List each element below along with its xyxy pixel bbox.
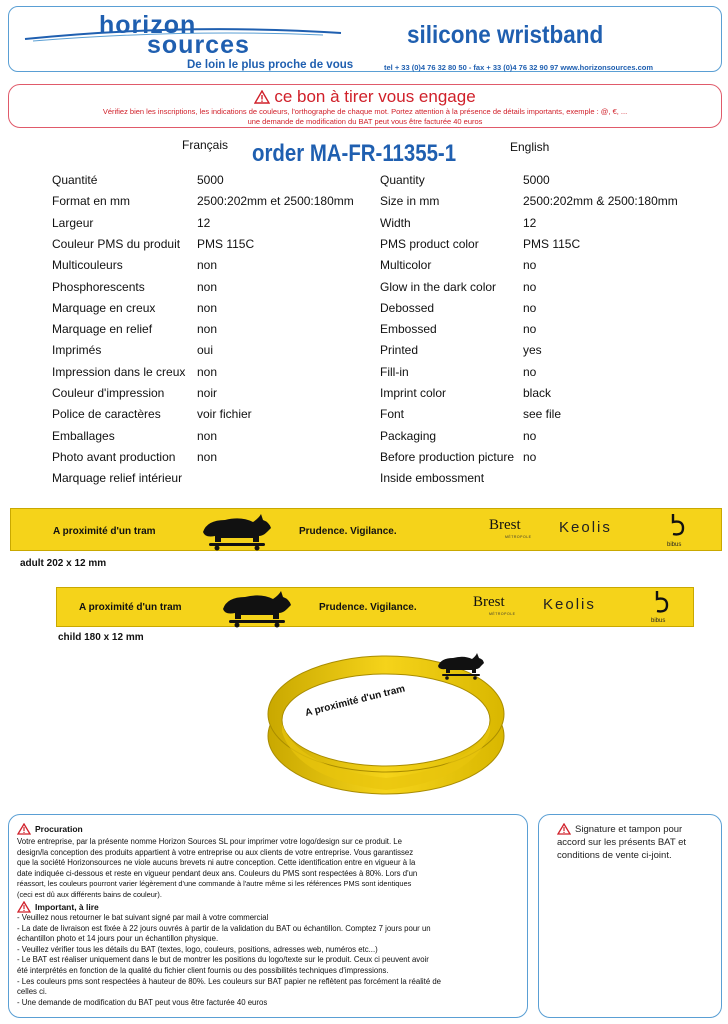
keolis-logo: Keolis [543,596,596,613]
child-band-label: child 180 x 12 mm [58,632,144,643]
spec-value-fr: non [197,322,218,337]
warning-title-text: ce bon à tirer vous engage [274,87,476,106]
signature-line-2: accord sur les présents BAT et [557,837,687,848]
procuration-line: réassort, les couleurs pourront varier légèrement d'une commande à l'autre même si les références PMS sont identiques [17,879,412,889]
spec-label-en: Width [380,215,411,230]
spec-label-fr: Couleur d'impression [52,386,165,400]
warning-box [8,84,722,128]
spec-label-fr: Police de caractères [52,407,161,422]
important-line: - Veuillez vérifier tous les détails du BAT (textes, logo, couleurs, positions, adresses web, numéros etc...) [17,944,378,954]
logo-word-horizon: horizon [99,11,197,39]
procuration-heading-text: Procuration [35,824,83,834]
spec-value-en: yes [523,343,542,358]
product-title: silicone wristband [407,21,604,49]
language-english: English [510,140,550,154]
spec-value-fr: noir [197,386,218,400]
spec-label-fr: Imprimés [52,343,102,358]
warning-title [9,87,721,107]
spec-value-fr: 2500:202mm et 2500:180mm [197,194,354,209]
spec-label-en: Font [380,407,405,422]
procuration-heading [17,823,83,835]
spec-label-fr: Multicouleurs [52,258,123,273]
spec-row [0,216,728,234]
spec-label-en: Embossed [380,322,437,337]
spec-value-fr: PMS 115C [197,236,255,251]
spec-label-en: Before production picture [380,449,515,464]
signature-box [538,814,722,1018]
important-line: celles ci. [17,987,47,997]
spec-row [0,429,728,447]
spec-value-fr: non [197,300,218,315]
spec-row [0,407,728,425]
spec-label-en: Multicolor [380,258,432,273]
spec-row [0,365,728,383]
tagline: De loin le plus proche de vous [187,59,354,71]
spec-row [0,258,728,276]
wristband-3d-mockup [258,640,514,802]
header [8,6,722,72]
spec-label-fr: Impression dans le creux [52,364,186,379]
spec-value-en: black [523,386,552,400]
spec-row [0,194,728,212]
spec-label-en: Debossed [380,300,435,315]
spec-label-fr: Couleur PMS du produit [52,236,181,251]
important-line: - Une demande de modification du BAT peut vous être facturée 40 euros [17,997,268,1007]
important-heading [17,901,99,913]
warning-icon [17,823,31,835]
spec-label-en: Inside embossment [380,471,485,486]
spec-value-en: 5000 [523,173,550,187]
spec-value-en: no [523,279,537,294]
spec-label-en: PMS product color [380,236,479,251]
procuration-box [8,814,528,1018]
bibus-icon [649,589,673,615]
spec-row [0,450,728,468]
brest-logo: Brest [473,594,505,610]
spec-label-fr: Phosphorescents [52,279,145,294]
important-heading-text: Important, à lire [35,902,99,912]
spec-label-en: Size in mm [380,194,440,209]
warning-line-2: une demande de modification du BAT peut vous être facturée 40 euros [247,117,483,126]
brest-sub-text: MÉTROPOLE [505,535,532,539]
spec-label-fr: Quantité [52,173,98,187]
spec-value-fr: voir fichier [197,407,252,422]
spec-row [0,343,728,361]
spec-label-fr: Largeur [52,215,94,230]
spec-value-fr: non [197,279,218,294]
language-french: Français [182,138,229,152]
spec-label-en: Quantity [380,173,425,187]
spec-value-en: no [523,322,537,337]
spec-value-fr: non [197,449,218,464]
spec-label-fr: Marquage relief intérieur [52,471,183,486]
bibus-icon [665,512,689,538]
spec-row [0,237,728,255]
spec-value-fr: non [197,364,218,379]
spec-value-en: no [523,428,537,443]
spec-label-fr: Format en mm [52,194,131,209]
warning-icon [557,823,571,835]
rhino-icon [217,589,297,629]
spec-label-fr: Emballages [52,428,115,443]
spec-value-en: no [523,364,537,379]
spec-row [0,280,728,298]
spec-value-en: PMS 115C [523,236,581,251]
band-text-right: Prudence. Vigilance. [299,526,397,537]
spec-label-fr: Marquage en creux [52,300,156,315]
spec-label-en: Imprint color [380,386,447,400]
spec-value-en: no [523,300,537,315]
company-logo [23,11,343,57]
procuration-line: date indiquée ci-dessous et reste en vigueur pendant deux ans. Couleurs du PMS sont respectées à 80%. Lors d'un [17,868,418,878]
spec-row [0,173,728,191]
ring-text: A proximité d'un tram [304,683,407,719]
procuration-line: design/la conception des produits appartient à votre entreprise ou aux clients de votre entreprise. Vous garantissez [17,847,414,857]
procuration-line: que la société Horizonsources ne viole aucuns brevets ni autre conception. Cette identification entre en vigueur à la [17,858,416,868]
rhino-icon [197,512,277,552]
spec-label-en: Printed [380,343,419,358]
important-line: - Les couleurs pms sont respectées à hauteur de 80%. Les couleurs sur BAT papier ne reflètent pas forcément la réalité de [17,976,442,986]
spec-value-en: no [523,449,537,464]
important-line: - Veuillez nous retourner le bat suivant signé par mail à votre commercial [17,913,269,922]
child-wristband [56,587,694,627]
order-number: order MA-FR-11355-1 [252,140,457,167]
band-text-left: A proximité d'un tram [53,526,156,537]
band-text-left: A proximité d'un tram [79,602,182,613]
procuration-line: (ceci est dû aux différents bains de couleur). [17,890,162,899]
logo-word-sources: sources [147,31,250,59]
spec-value-fr: non [197,258,218,273]
spec-row [0,386,728,404]
warning-line-1: Vérifiez bien les inscriptions, les indications de couleurs, l'orthographe de chaque mot. Portez attention à la présence de détails importants, exemple : @, €, ... [102,107,628,116]
spec-value-fr: non [197,428,218,443]
contact-info: tel + 33 (0)4 76 32 80 50 - fax + 33 (0)4 76 32 90 97 www.horizonsources.com [384,63,654,72]
adult-wristband [10,508,722,551]
spec-label-en: Packaging [380,428,437,443]
bibus-logo-text: bibus [651,618,666,624]
band-text-right: Prudence. Vigilance. [319,602,417,613]
keolis-logo: Keolis [559,519,612,536]
spec-row [0,301,728,319]
spec-row [0,471,728,489]
spec-label-fr: Photo avant production [52,449,176,464]
signature-line-3: conditions de vente ci-joint. [557,850,672,861]
adult-band-label: adult 202 x 12 mm [20,558,107,569]
brest-sub-text: MÉTROPOLE [489,612,516,616]
signature-line-1: Signature et tampon pour [575,824,683,835]
important-line: été interprétés en fonction de la qualité du fichier client fournis ou des possibilités techniques d'impressions. [17,966,389,975]
spec-value-fr: oui [197,343,214,358]
spec-value-fr: 5000 [197,173,224,187]
spec-value-fr: 12 [197,215,211,230]
spec-label-fr: Marquage en relief [52,322,153,337]
bibus-logo-text: bibus [667,542,682,548]
important-line: - La date de livraison est fixée à 22 jours ouvrés à partir de la validation du BAT ou échantillon. Comptez 7 jours pour un [17,923,431,933]
spec-value-en: 12 [523,215,537,230]
spec-value-en: 2500:202mm & 2500:180mm [523,194,678,209]
important-line: - Le BAT est réaliser uniquement dans le but de montrer les positions du logo/texte sur le produit. Ceux ci peuvent avoir [17,955,429,965]
spec-value-en: see file [523,407,562,422]
brest-logo: Brest [489,517,521,533]
spec-label-en: Fill-in [380,364,409,379]
warning-icon [254,90,270,104]
important-line: échantillon photo et 14 jours pour un échantillon physique. [17,934,219,944]
procuration-line: Votre entreprise, par la présente nomme Horizon Sources SL pour imprimer votre logo/design sur ce produit. Le [17,837,402,846]
spec-label-en: Glow in the dark color [380,279,497,294]
warning-icon [17,901,31,913]
spec-value-en: no [523,258,537,273]
spec-row [0,322,728,340]
ring-rhino-icon [438,653,484,680]
